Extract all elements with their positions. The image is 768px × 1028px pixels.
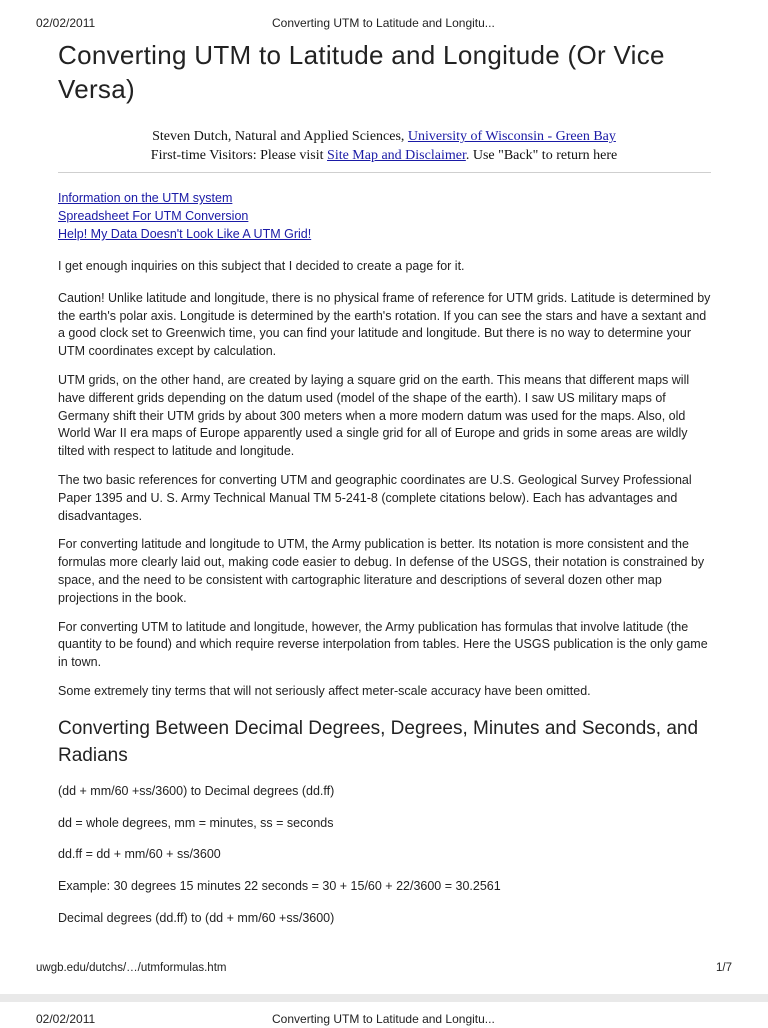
page-break xyxy=(0,994,768,1002)
link-spreadsheet[interactable]: Spreadsheet For UTM Conversion xyxy=(58,209,249,223)
print-date: 02/02/2011 xyxy=(36,16,96,30)
paragraph-latlon-to-utm: For converting latitude and longitude to UTM, the Army publication is better. Its notation is more consistent and the formulas more clearly laid out, making code easier to debug. In defense of the USGS, their notation is constrained by space, and the need to be consistent with cartographic literature and descriptions of several dozen other map projections in the book. xyxy=(58,537,705,605)
paragraph-utm-to-latlon: For converting UTM to latitude and longitude, however, the Army publication has formulas that involve latitude (the quantity to be found) and which require reverse interpolation from tables. Here the USGS publication is the only game in town. xyxy=(58,619,708,670)
author-line xyxy=(0,127,768,146)
formula-line: Example: 30 degrees 15 minutes 22 seconds = 30 + 15/60 + 22/3600 = 30.2561 xyxy=(58,879,501,894)
print-header xyxy=(36,16,732,32)
next-print-title: Converting UTM to Latitude and Longitu... xyxy=(272,1012,495,1026)
formula-line: (dd + mm/60 +ss/3600) to Decimal degrees (dd.ff) xyxy=(58,783,335,798)
page-title: Converting UTM to Latitude and Longitude (Or Vice Versa) xyxy=(58,40,665,104)
formula-line: dd.ff = dd + mm/60 + ss/3600 xyxy=(58,847,221,862)
link-help-grid[interactable]: Help! My Data Doesn't Look Like A UTM Grid! xyxy=(58,227,312,241)
paragraph-caution: Caution! Unlike latitude and longitude, there is no physical frame of reference for UTM grids. Latitude is determined by the earth's polar axis. Longitude is determined by the earth's rotation. If you can see the stars and have a sextant and a good clock set to Greenwich time, you can find your latitude and longitude. But there is no way to determine your UTM coordinates except by calculation. xyxy=(58,290,711,359)
formula-line: Decimal degrees (dd.ff) to (dd + mm/60 +ss/3600) xyxy=(58,910,335,925)
visitors-line xyxy=(0,146,768,165)
visitors-prefix: First-time Visitors: Please visit xyxy=(150,148,328,163)
paragraph-references: The two basic references for converting UTM and geographic coordinates are U.S. Geological Survey Professional Paper 1395 and U. S. Army Technical Manual TM 5-241-8 (complete citations below). Each has advantages and disadvantages. xyxy=(58,472,692,523)
formula-line: dd = whole degrees, mm = minutes, ss = seconds xyxy=(58,815,334,830)
article-body xyxy=(58,258,713,942)
sitemap-link[interactable]: Site Map and Disclaimer xyxy=(327,148,466,163)
paragraph-intro: I get enough inquiries on this subject that I decided to create a page for it. xyxy=(58,259,465,273)
author-text: Steven Dutch, Natural and Applied Sciences, xyxy=(152,129,408,144)
next-print-date: 02/02/2011 xyxy=(36,1012,96,1026)
paragraph-omitted-terms: Some extremely tiny terms that will not seriously affect meter-scale accuracy have been omitted. xyxy=(58,683,591,698)
university-link[interactable]: University of Wisconsin - Green Bay xyxy=(407,129,616,144)
related-links xyxy=(58,189,311,243)
print-title: Converting UTM to Latitude and Longitu... xyxy=(272,16,495,30)
visitors-suffix: . Use "Back" to return here xyxy=(465,148,618,163)
byline xyxy=(0,127,768,165)
section-heading: Converting Between Decimal Degrees, Degrees, Minutes and Seconds, and Radians xyxy=(58,717,699,766)
next-page-header xyxy=(36,1012,732,1028)
horizontal-rule xyxy=(58,172,711,173)
page-number: 1/7 xyxy=(716,962,732,974)
paragraph-utm-grids: UTM grids, on the other hand, are created by laying a square grid on the earth. This means that different maps will have different grids depending on the datum used (model of the shape of the earth). I saw US military maps of Germany shift their UTM grids by about 300 meters when a more modern datum was used for the maps. Also, old World War II era maps of Europe apparently used a single grid for all of Europe and grids in some areas are wildly tilted with respect to latitude and longitude. xyxy=(58,372,690,459)
print-footer xyxy=(36,962,732,978)
link-utm-info[interactable]: Information on the UTM system xyxy=(58,191,233,205)
page-url: uwgb.edu/dutchs/…/utmformulas.htm xyxy=(36,962,227,974)
